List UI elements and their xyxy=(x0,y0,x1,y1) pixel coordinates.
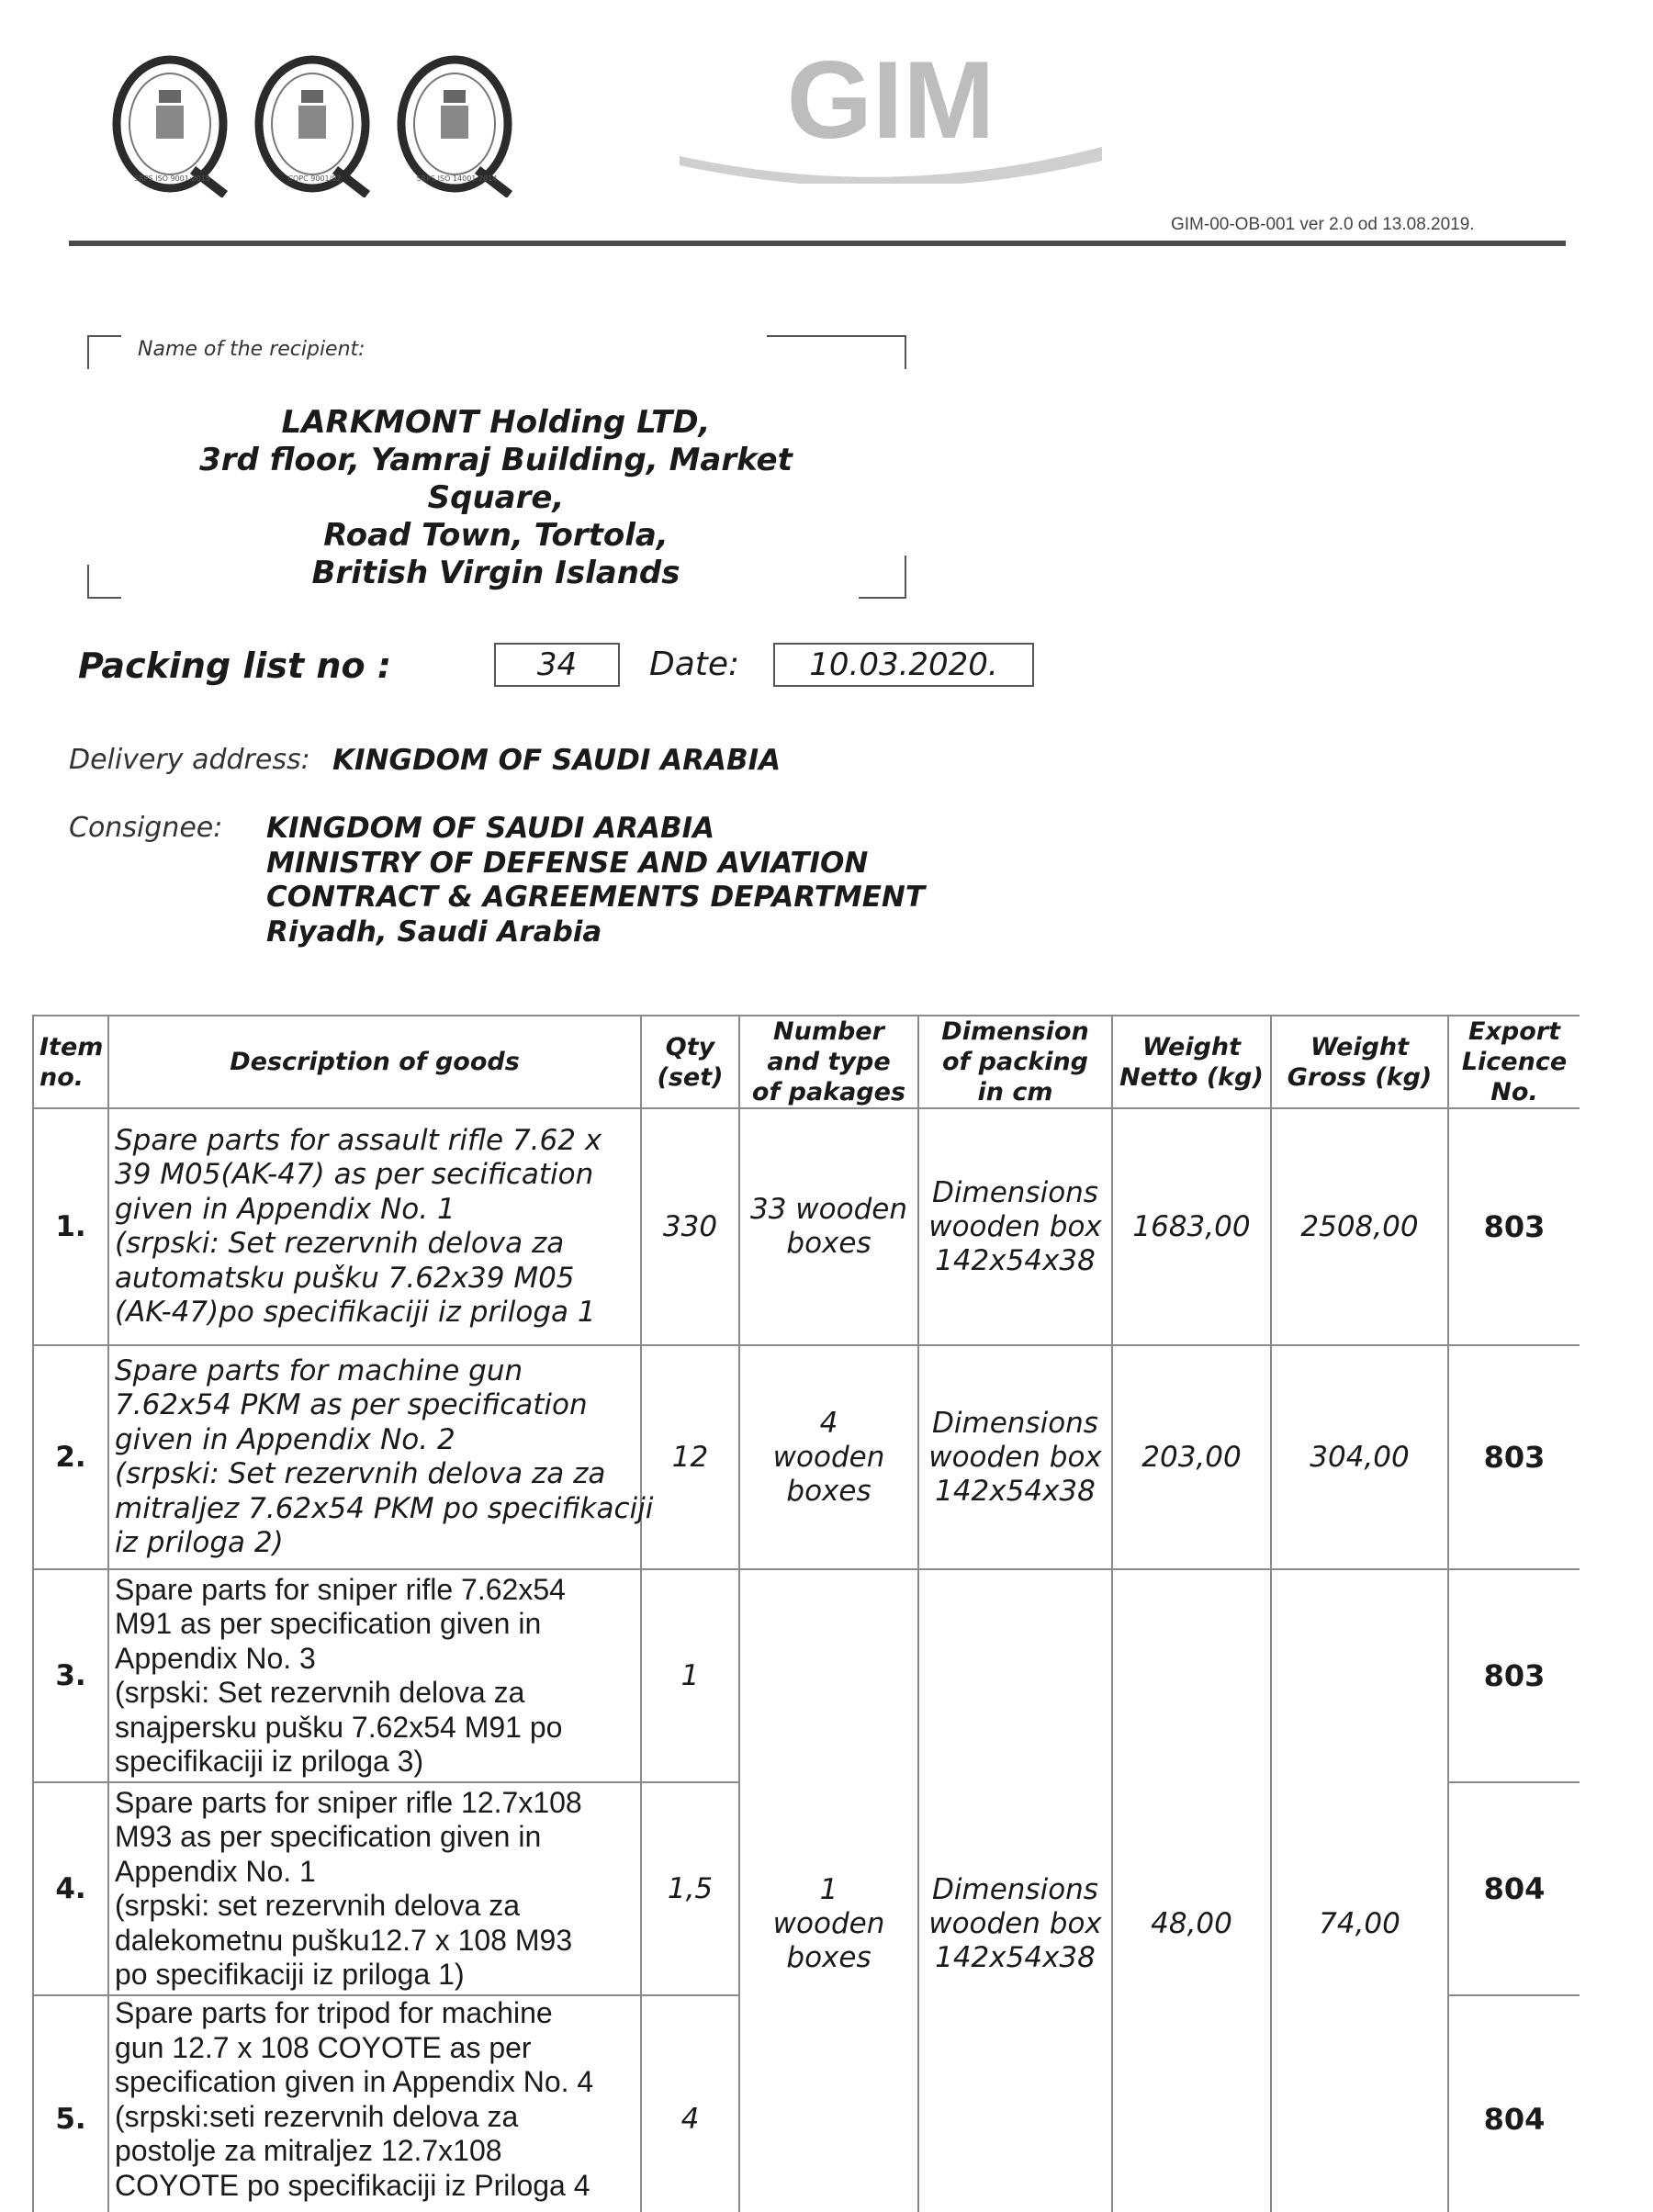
item-weight-netto: 203,00 xyxy=(1112,1345,1271,1569)
item-export-licence: 803 xyxy=(1448,1345,1580,1569)
logo-text: GIM xyxy=(786,39,995,162)
packing-list-label: Packing list no : xyxy=(78,646,392,686)
header-export-licence: Export Licence No. xyxy=(1448,1016,1580,1108)
recipient-box-corner xyxy=(87,335,121,369)
consignee-line: KINGDOM OF SAUDI ARABIA xyxy=(266,812,715,845)
goods-table xyxy=(32,1015,1580,2212)
consignee-line: Riyadh, Saudi Arabia xyxy=(266,915,602,949)
header-dimension: Dimension of packing in cm xyxy=(918,1016,1112,1108)
consignee-label: Consignee: xyxy=(69,812,223,844)
item-no: 1. xyxy=(33,1108,108,1345)
recipient-box-corner xyxy=(859,556,906,599)
item-weight-netto: 1683,00 xyxy=(1112,1108,1271,1345)
item-description: Spare parts for sniper rifle 12.7x108 M93 as per specification given in Appendix No. 1 (srpski: set rezervnih delova za dalekometnu pušku12.7 x 108 M93 po specifikaciji iz priloga 1) xyxy=(108,1782,641,1995)
table-row xyxy=(33,1108,1580,1345)
item-no: 4. xyxy=(33,1782,108,1995)
item-description: Spare parts for tripod for machine gun 12.7 x 108 COYOTE as per specification given in Appendix No. 4 (srpski:seti rezervnih delova za postolje za mitraljez 12.7x108 COYOTE po specifikaciji iz Priloga 4 xyxy=(108,1995,641,2212)
item-export-licence: 804 xyxy=(1448,1995,1580,2212)
item-qty: 12 xyxy=(641,1345,739,1569)
header-description: Description of goods xyxy=(108,1016,641,1108)
item-description: Spare parts for sniper rifle 7.62x54 M91 as per specification given in Appendix No. 3 (srpski: Set rezervnih delova za snajpersku pušku 7.62x54 M91 po specifikaciji iz priloga 3) xyxy=(108,1569,641,1782)
item-dimension: Dimensions wooden box 142x54x38 xyxy=(918,1108,1112,1345)
header-item-no: Item no. xyxy=(33,1016,108,1108)
recipient-box-corner xyxy=(87,565,121,599)
header-qty: Qty (set) xyxy=(641,1016,739,1108)
item-no: 5. xyxy=(33,1995,108,2212)
header-divider xyxy=(69,241,1566,246)
item-export-licence: 803 xyxy=(1448,1569,1580,1782)
seal-caption: SRPS ISO 14001:2014 xyxy=(416,174,498,183)
date-label: Date: xyxy=(649,646,740,683)
certification-seal-1 xyxy=(106,37,239,197)
item-packages: 4 wooden boxes xyxy=(739,1345,918,1569)
item-packages: 33 wooden boxes xyxy=(739,1108,918,1345)
item-weight-gross: 2508,00 xyxy=(1271,1108,1448,1345)
group-dimension: Dimensions wooden box 142x54x38 xyxy=(918,1569,1112,2212)
item-export-licence: 804 xyxy=(1448,1782,1580,1995)
recipient-line: 3rd floor, Yamraj Building, Market Square, xyxy=(199,442,793,516)
table-row xyxy=(33,1345,1580,1569)
goods-table-wrapper xyxy=(32,1015,1580,2212)
consignee-line: MINISTRY OF DEFENSE AND AVIATION xyxy=(266,846,869,880)
certification-seal-2 xyxy=(248,37,381,197)
group-weight-netto: 48,00 xyxy=(1112,1569,1271,2212)
header-weight-gross: Weight Gross (kg) xyxy=(1271,1016,1448,1108)
group-packages: 1 wooden boxes xyxy=(739,1569,918,2212)
item-description: Spare parts for assault rifle 7.62 x 39 M05(AK-47) as per secification given in Appendix No. 1 (srpski: Set rezervnih delova za automatsku pušku 7.62x39 M05 (AK-47)po specifikaciji iz priloga 1 xyxy=(108,1108,641,1345)
item-weight-gross: 304,00 xyxy=(1271,1345,1448,1569)
packing-list-number: 34 xyxy=(494,643,620,687)
header-weight-netto: Weight Netto (kg) xyxy=(1112,1016,1271,1108)
delivery-address-label: Delivery address: xyxy=(69,744,310,776)
certification-seal-3 xyxy=(390,37,523,197)
item-no: 2. xyxy=(33,1345,108,1569)
packing-date: 10.03.2020. xyxy=(773,643,1034,687)
delivery-address-value: KINGDOM OF SAUDI ARABIA xyxy=(332,744,782,777)
recipient-label: Name of the recipient: xyxy=(138,338,365,361)
item-dimension: Dimensions wooden box 142x54x38 xyxy=(918,1345,1112,1569)
item-qty: 1,5 xyxy=(641,1782,739,1995)
table-header-row xyxy=(33,1016,1580,1108)
recipient-box-corner xyxy=(767,335,906,369)
item-description: Spare parts for machine gun 7.62x54 PKM as per specification given in Appendix No. 2 (srpski: Set rezervnih delova za za mitraljez 7.62x54 PKM po specifikaciji iz priloga 2) xyxy=(108,1345,641,1569)
group-weight-gross: 74,00 xyxy=(1271,1569,1448,2212)
item-qty: 1 xyxy=(641,1569,739,1782)
recipient-line: LARKMONT Holding LTD, xyxy=(281,404,711,441)
document-reference: GIM-00-OB-001 ver 2.0 od 13.08.2019. xyxy=(1171,215,1475,234)
gim-logo xyxy=(670,28,1111,184)
consignee-address xyxy=(266,812,925,949)
seal-caption: COPC 9001/02 xyxy=(287,174,342,183)
header-packages: Number and type of pakages xyxy=(739,1016,918,1108)
recipient-line: British Virgin Islands xyxy=(311,555,680,591)
seal-caption: SRPS ISO 9001:2015 xyxy=(134,174,210,183)
table-row xyxy=(33,1569,1580,1782)
item-no: 3. xyxy=(33,1569,108,1782)
item-qty: 4 xyxy=(641,1995,739,2212)
consignee-line: CONTRACT & AGREEMENTS DEPARTMENT xyxy=(266,881,926,914)
item-export-licence: 803 xyxy=(1448,1108,1580,1345)
recipient-line: Road Town, Tortola, xyxy=(323,517,669,554)
recipient-address xyxy=(129,404,863,592)
item-qty: 330 xyxy=(641,1108,739,1345)
